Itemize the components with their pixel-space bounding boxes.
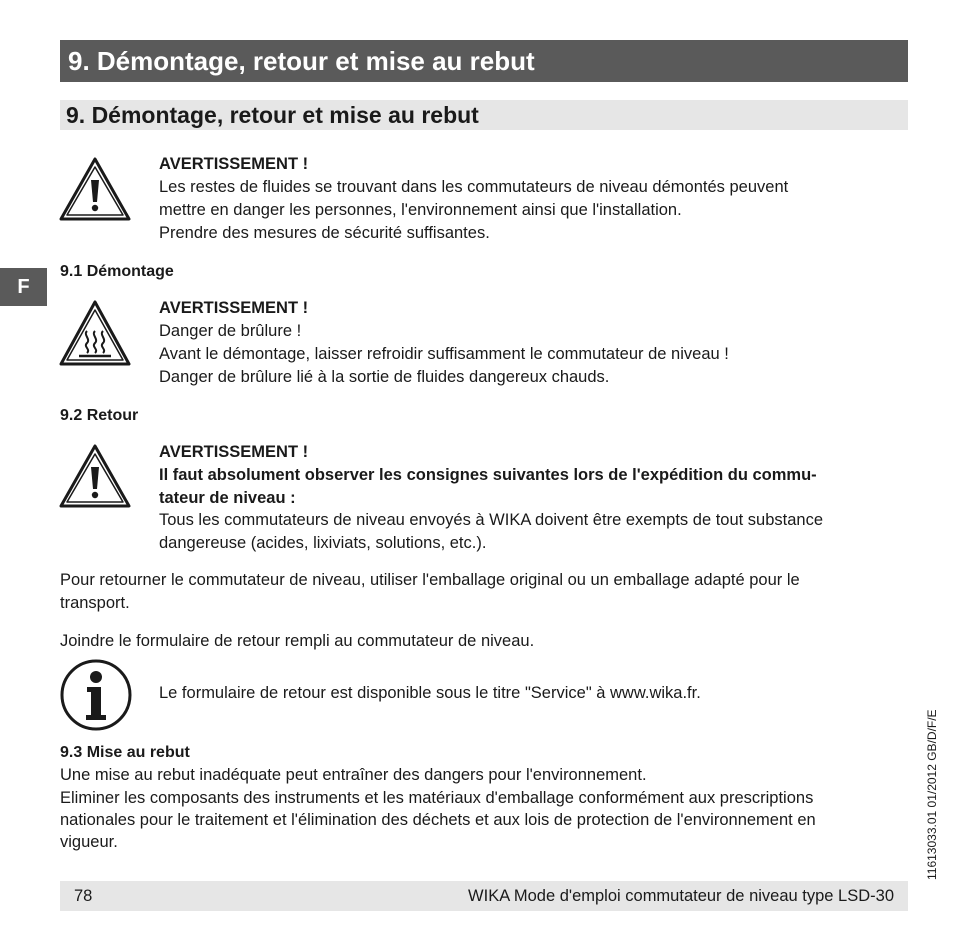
warning-text-line: Les restes de fluides se trouvant dans les commutateurs de niveau démontés peuvent xyxy=(159,178,789,196)
document-code: 11613033.01 01/2012 GB/D/F/E xyxy=(925,709,939,880)
body-paragraph-line: nationales pour le traitement et l'élimination des déchets et aux lois de protection de l'environnement en xyxy=(60,811,816,829)
warning-bold-line: Il faut absolument observer les consignes suivantes lors de l'expédition du commu- xyxy=(159,466,817,484)
warning-triangle-icon xyxy=(58,443,132,509)
body-paragraph-line: Eliminer les composants des instruments et les matériaux d'emballage conformément aux prescriptions xyxy=(60,789,814,807)
warning-text-line: dangereuse (acides, lixiviats, solutions, etc.). xyxy=(159,534,487,552)
warning-text-line: Tous les commutateurs de niveau envoyés à WIKA doivent être exempts de tout substance xyxy=(159,511,824,529)
subsection-heading-demontage: 9.1 Démontage xyxy=(60,263,174,280)
body-paragraph-line: Pour retourner le commutateur de niveau, utiliser l'emballage original ou un emballage adapté pour le xyxy=(60,571,800,589)
subsection-heading-mise-au-rebut: 9.3 Mise au rebut xyxy=(60,744,190,761)
hot-surface-warning-icon xyxy=(58,299,132,367)
page-number: 78 xyxy=(74,887,93,905)
warning-text-line: Prendre des mesures de sécurité suffisantes. xyxy=(159,224,490,242)
footer-title: WIKA Mode d'emploi commutateur de niveau type LSD-30 xyxy=(468,887,894,905)
warning-text-line: Avant le démontage, laisser refroidir suffisamment le commutateur de niveau ! xyxy=(159,345,729,363)
warning-text-line: Danger de brûlure lié à la sortie de fluides dangereux chauds. xyxy=(159,368,610,386)
warning-triangle-icon xyxy=(58,156,132,222)
warning-title: AVERTISSEMENT ! xyxy=(159,155,309,173)
body-paragraph-line: Une mise au rebut inadéquate peut entraîner des dangers pour l'environnement. xyxy=(60,766,647,784)
information-icon xyxy=(59,658,133,732)
warning-title: AVERTISSEMENT ! xyxy=(159,443,309,461)
warning-bold-line: tateur de niveau : xyxy=(159,489,296,507)
info-text: Le formulaire de retour est disponible sous le titre "Service" à www.wika.fr. xyxy=(159,684,701,702)
body-paragraph: Joindre le formulaire de retour rempli au commutateur de niveau. xyxy=(60,632,535,650)
chapter-title: 9. Démontage, retour et mise au rebut xyxy=(60,40,908,82)
body-paragraph-line: transport. xyxy=(60,594,130,612)
warning-text-line: mettre en danger les personnes, l'environnement ainsi que l'installation. xyxy=(159,201,682,219)
subsection-heading-retour: 9.2 Retour xyxy=(60,407,139,424)
section-title: 9. Démontage, retour et mise au rebut xyxy=(60,100,908,130)
warning-text-line: Danger de brûlure ! xyxy=(159,322,302,340)
language-tab: F xyxy=(0,268,47,306)
body-paragraph-line: vigueur. xyxy=(60,833,118,851)
warning-title: AVERTISSEMENT ! xyxy=(159,299,309,317)
